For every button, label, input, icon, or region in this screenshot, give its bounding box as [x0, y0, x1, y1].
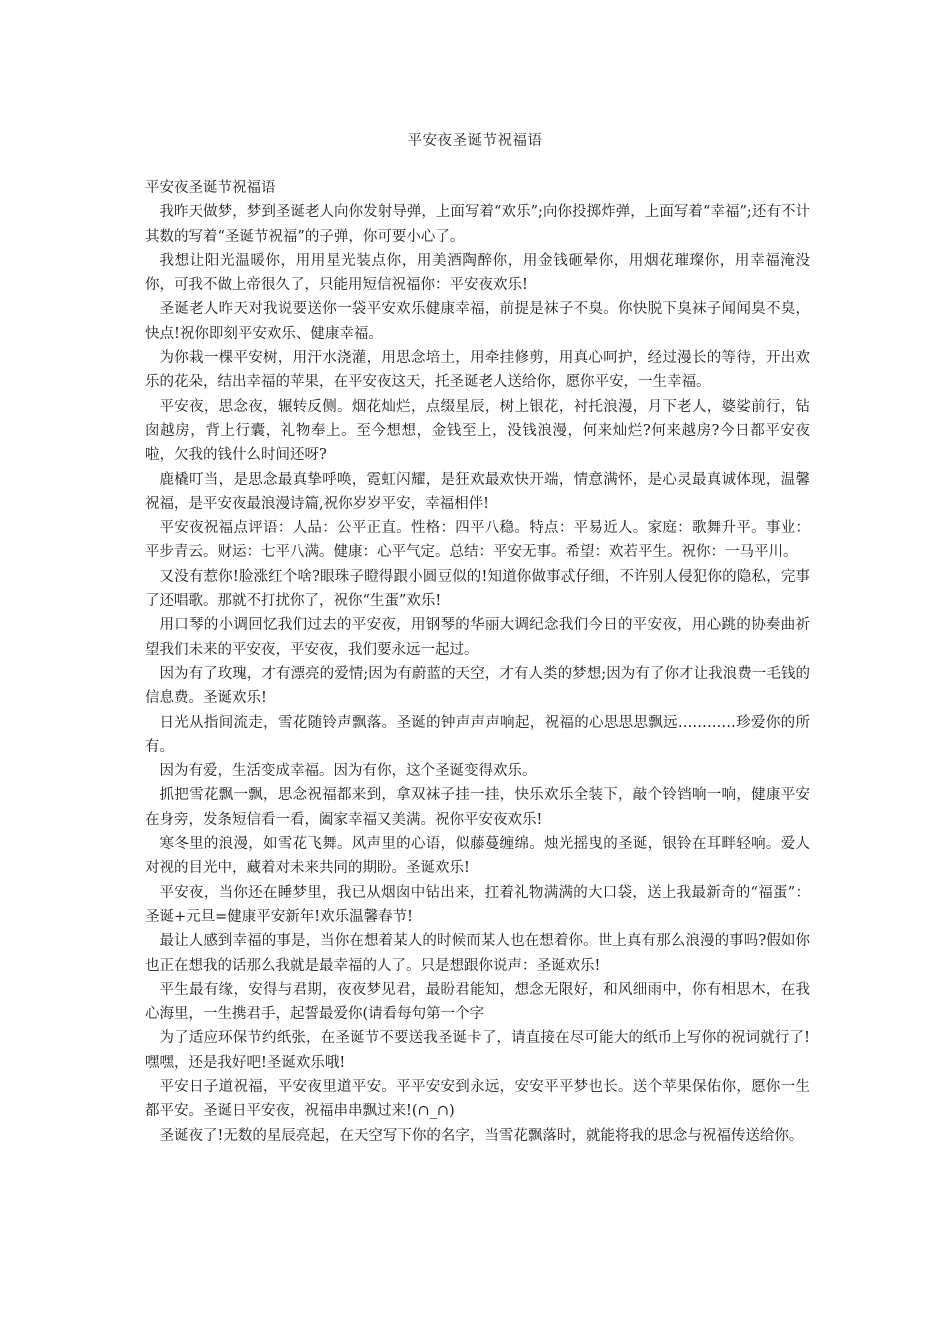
paragraph: 因为有爱，生活变成幸福。因为有你，这个圣诞变得欢乐。 [159, 763, 537, 780]
paragraph: 抓把雪花飘一飘，思念祝福都来到，拿双袜子挂一挂，快乐欢乐全装下，敲个铃铛响一响，健康平安在身旁，发条短信看一看，阖家幸福又美满。祝你平安夜欢乐! [145, 787, 810, 828]
paragraph: 又没有惹你!脸涨红个啥?眼珠子瞪得跟小圆豆似的!知道你做事忒仔细，不许别人侵犯你的隐私，完事了还唱歌。那就不打扰你了，祝你“生蛋”欢乐! [145, 568, 810, 610]
document-body [145, 176, 810, 1148]
paragraph: 平生最有缘，安得与君期，夜夜梦见君，最盼君能知，想念无限好，和风细雨中，你有相思木，在我心海里，一生携君手，起誓最爱你(请看每句第一个字 [145, 981, 810, 1023]
document-title: 平安夜圣诞节祝福语 [407, 133, 543, 149]
paragraph: 平安夜祝福点评语：人品：公平正直。性格：四平八稳。特点：平易近人。家庭：歌舞升平。事业：平步青云。财运：七平八满。健康：心平气定。总结：平安无事。希望：欢若平生。祝你：一马平川。 [145, 520, 810, 561]
paragraph: 我想让阳光温暖你，用用星光装点你，用美酒陶醉你，用金钱砸晕你，用烟花璀璨你，用幸福淹没你，可我不做上帝很久了，只能用短信祝福你：平安夜欢乐! [145, 252, 810, 294]
paragraph: 鹿橇叮当，是思念最真挚呼唤，霓虹闪耀，是狂欢最欢快开端，情意满怀，是心灵最真诚体现，温馨祝福，是平安夜最浪漫诗篇,祝你岁岁平安，幸福相伴! [145, 471, 810, 512]
paragraph: 为你栽一棵平安树，用汗水浇灌，用思念培土，用牵挂修剪，用真心呵护，经过漫长的等待，开出欢乐的花朵，结出幸福的苹果，在平安夜这天，托圣诞老人送给你，愿你平安，一生幸福。 [145, 350, 810, 391]
paragraph: 用口琴的小调回忆我们过去的平安夜，用钢琴的华丽大调纪念我们今日的平安夜，用心跳的协奏曲祈望我们未来的平安夜，平安夜，我们要永远一起过。 [145, 617, 810, 658]
paragraph: 为了适应环保节约纸张，在圣诞节不要送我圣诞卡了，请直接在尽可能大的纸币上写你的祝词就行了!嘿嘿，还是我好吧!圣诞欢乐哦! [145, 1030, 810, 1071]
paragraph: 平安夜，思念夜，辗转反侧。烟花灿烂，点缀星辰，树上银花，衬托浪漫，月下老人，婆娑前行，钻囱越房，背上行囊，礼物奉上。至今想想，金钱至上，没钱浪漫，何来灿烂?何来越房?今日都平安夜啦，欠我的钱什么时间还呀? [145, 398, 810, 464]
paragraph: 圣诞夜了!无数的星辰亮起，在天空写下你的名字，当雪花飘落时，就能将我的思念与祝福传送给你。 [159, 1127, 804, 1144]
paragraph: 圣诞老人昨天对我说要送你一袋平安欢乐健康幸福，前提是袜子不臭。你快脱下臭袜子闻闻臭不臭，快点!祝你即刻平安欢乐、健康幸福。 [145, 301, 810, 342]
paragraph: 平安日子道祝福，平安夜里道平安。平平安安到永远，安安平平梦也长。送个苹果保佑你，愿你一生都平安。圣诞日平安夜，祝福串串飘过来!(∩_∩) [145, 1078, 810, 1120]
paragraph: 最让人感到幸福的事是，当你在想着某人的时候而某人也在想着你。世上真有那么浪漫的事吗?假如你也正在想我的话那么我就是最幸福的人了。只是想跟你说声：圣诞欢乐! [145, 933, 810, 974]
document-subtitle: 平安夜圣诞节祝福语 [145, 180, 276, 196]
paragraph: 因为有了玫瑰，才有漂亮的爱情;因为有蔚蓝的天空，才有人类的梦想;因为有了你才让我浪费一毛钱的信息费。圣诞欢乐! [145, 665, 810, 707]
paragraph: 寒冬里的浪漫，如雪花飞舞。风声里的心语，似藤蔓缠绵。烛光摇曳的圣诞，银铃在耳畔轻响。爱人对视的目光中，藏着对未来共同的期盼。圣诞欢乐! [145, 836, 810, 877]
paragraph: 平安夜，当你还在睡梦里，我已从烟囱中钻出来，扛着礼物满满的大口袋，送上我最新奇的“福蛋”：圣诞+元旦=健康平安新年!欢乐温馨春节! [145, 884, 810, 925]
paragraph: 我昨天做梦，梦到圣诞老人向你发射导弹，上面写着“欢乐”;向你投掷炸弹，上面写着“幸福”;还有不计其数的写着“圣诞节祝福”的子弹，你可要小心了。 [145, 204, 810, 245]
paragraph: 日光从指间流走，雪花随铃声飘落。圣诞的钟声声声响起，祝福的心思思思飘远…………珍爱你的所有。 [145, 714, 810, 755]
